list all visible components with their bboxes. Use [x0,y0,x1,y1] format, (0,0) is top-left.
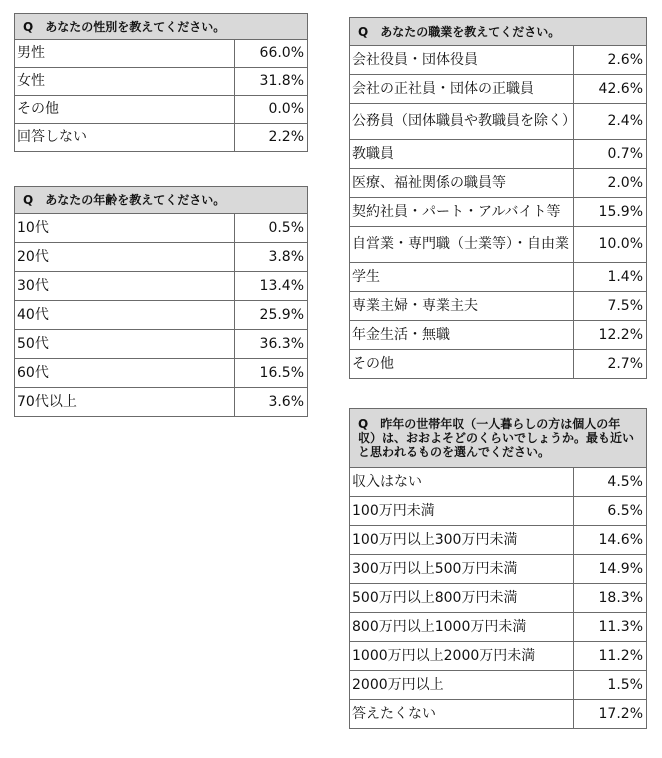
table-row [350,292,647,321]
row-value: 31.8% [235,68,308,96]
row-label: 300万円以上500万円未満 [350,555,574,584]
row-label: 2000万円以上 [350,671,574,700]
row-value: 4.5% [574,468,647,497]
row-label: 会社役員・団体役員 [350,46,574,75]
table-row [350,350,647,379]
row-value: 17.2% [574,700,647,729]
table-row [15,68,308,96]
row-label: 40代 [15,301,235,330]
row-value: 18.3% [574,584,647,613]
table-row [350,198,647,227]
table-row [350,468,647,497]
row-value: 13.4% [235,272,308,301]
row-label: 会社の正社員・団体の正職員 [350,75,574,104]
row-label: 回答しない [15,124,235,152]
row-value: 6.5% [574,497,647,526]
table-row [350,613,647,642]
row-label: 10代 [15,214,235,243]
row-label: 70代以上 [15,388,235,417]
row-value: 1.4% [574,263,647,292]
row-label: 500万円以上800万円未満 [350,584,574,613]
table-row [350,169,647,198]
row-label: その他 [350,350,574,379]
table-row [15,301,308,330]
row-label: 60代 [15,359,235,388]
row-value: 2.0% [574,169,647,198]
row-label: 医療、福祉関係の職員等 [350,169,574,198]
row-label: 100万円以上300万円未満 [350,526,574,555]
row-value: 0.0% [235,96,308,124]
table-row [350,321,647,350]
income-table [349,408,647,729]
table-row [15,40,308,68]
table-row [15,272,308,301]
row-value: 1.5% [574,671,647,700]
table-row [350,263,647,292]
row-value: 10.0% [574,227,647,263]
table-row [15,96,308,124]
row-label: 1000万円以上2000万円未満 [350,642,574,671]
row-value: 11.2% [574,642,647,671]
table-row [350,227,647,263]
table-row [15,330,308,359]
income-question-title: Q 昨年の世帯年収（一人暮らしの方は個人の年収）は、おおよそどのくらいでしょうか。最も近いと思われるものを選んでください。 [350,409,647,468]
row-label: 800万円以上1000万円未満 [350,613,574,642]
row-value: 7.5% [574,292,647,321]
table-row [15,243,308,272]
row-value: 11.3% [574,613,647,642]
table-row [350,700,647,729]
row-value: 2.7% [574,350,647,379]
table-row [350,46,647,75]
row-label: 専業主婦・専業主夫 [350,292,574,321]
gender-table [14,13,308,152]
row-label: 100万円未満 [350,497,574,526]
row-label: その他 [15,96,235,124]
row-label: 契約社員・パート・アルバイト等 [350,198,574,227]
table-row [350,497,647,526]
row-label: 50代 [15,330,235,359]
row-value: 16.5% [235,359,308,388]
row-value: 2.4% [574,104,647,140]
table-row [350,671,647,700]
row-value: 36.3% [235,330,308,359]
row-value: 15.9% [574,198,647,227]
row-value: 2.6% [574,46,647,75]
table-row [350,555,647,584]
row-label: 20代 [15,243,235,272]
row-value: 14.6% [574,526,647,555]
age-question-title: Q あなたの年齢を教えてください。 [15,187,308,214]
row-value: 42.6% [574,75,647,104]
row-value: 25.9% [235,301,308,330]
row-label: 学生 [350,263,574,292]
row-value: 2.2% [235,124,308,152]
row-value: 0.5% [235,214,308,243]
table-row [15,388,308,417]
table-row [350,104,647,140]
table-row [15,214,308,243]
row-label: 自営業・専門職（士業等）・自由業 [350,227,574,263]
row-value: 3.6% [235,388,308,417]
row-value: 12.2% [574,321,647,350]
row-label: 30代 [15,272,235,301]
row-label: 年金生活・無職 [350,321,574,350]
age-table [14,186,308,417]
table-row [350,642,647,671]
occupation-question-title: Q あなたの職業を教えてください。 [350,18,647,46]
table-row [350,584,647,613]
row-label: 男性 [15,40,235,68]
table-row [15,359,308,388]
table-row [350,140,647,169]
row-value: 0.7% [574,140,647,169]
row-label: 答えたくない [350,700,574,729]
occupation-table [349,17,647,379]
table-row [15,124,308,152]
row-value: 3.8% [235,243,308,272]
row-value: 14.9% [574,555,647,584]
table-row [350,75,647,104]
row-label: 公務員（団体職員や教職員を除く） [350,104,574,140]
table-row [350,526,647,555]
row-value: 66.0% [235,40,308,68]
gender-question-title: Q あなたの性別を教えてください。 [15,14,308,40]
row-label: 教職員 [350,140,574,169]
row-label: 女性 [15,68,235,96]
row-label: 収入はない [350,468,574,497]
